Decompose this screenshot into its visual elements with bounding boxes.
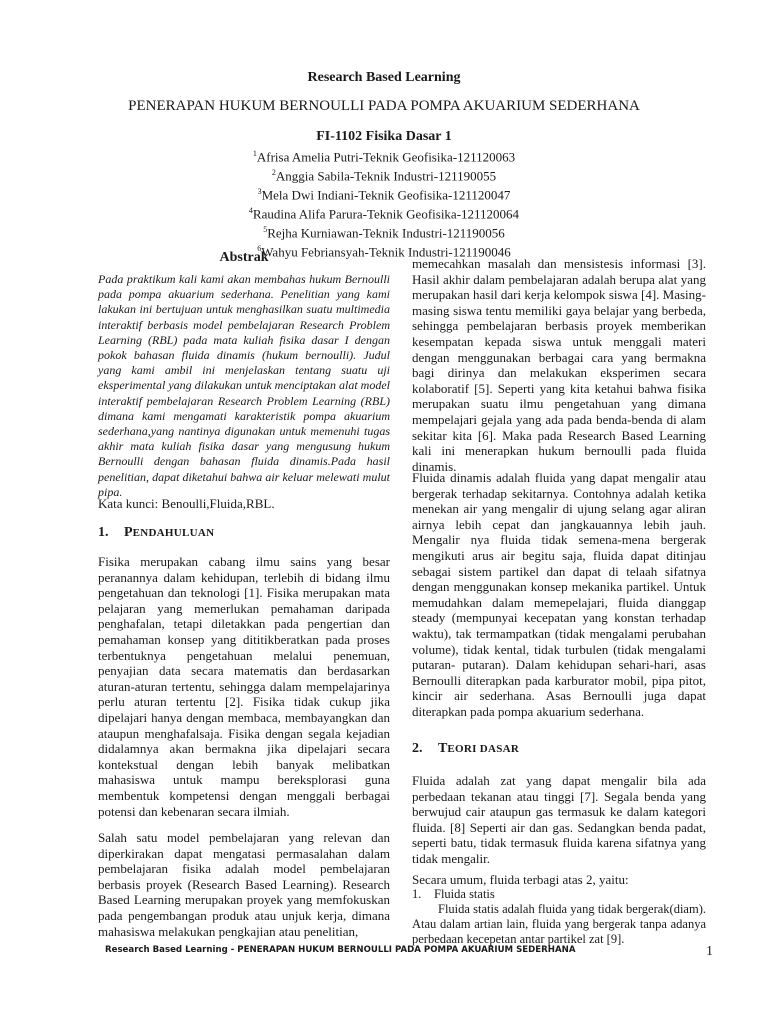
section-heading-teori-dasar: 2. TEORI DASAR xyxy=(412,741,520,756)
paragraph: Salah satu model pembelajaran yang relevan dan diperkirakan dapat mengatasi permasalahan dalam pembelajaran fisika adalah model pembelajaran berbasis proyek (Research Based Learning). Research Based Learning merupakan proyek yang memfokuskan pada pengembangan produk atau unjuk kerja, dimana mahasiswa melakukan pengkajian atau penelitian, xyxy=(98,830,390,939)
paragraph: Fisika merupakan cabang ilmu sains yang besar peranannya dalam kehidupan, terlebih di bidang ilmu pengetahuan dan teknologi [1]. Fisika merupakan mata pelajaran yang memerlukan pemahaman daripada penghafalan, tetapi diletakkan pada pengertian dan pemahaman konsep yang dititikberatkan pada proses terbentuknya pengetahuan melalui penemuan, penyajian data secara matematis dan berdasarkan aturan-aturan tertentu, sehingga dalam mempelajarinya perlu aturan tertentu [2]. Fisika tidak cukup jika dipelajari hanya dengan membaca, membayangkan dan ataupun menghafalsaja. Fisika dengan segala kejadian didalamnya akan bermakna jika dipelajari secara kontekstual dengan lebih banyak melibatkan mahasiswa untuk mampu bereksplorasi guna membentuk kompetensi dengan menggali berbagai potensi dan kebenaran secara ilmiah. xyxy=(98,554,390,819)
numbered-list xyxy=(412,887,706,947)
author-item: $^5$Rejha Kurniawan-Teknik Industri-121190056 xyxy=(263,224,505,241)
author-item: $^2$Anggia Sabila-Teknik Industri-121190055 xyxy=(271,167,497,184)
page-footer: Research Based Learning - PENERAPAN HUKUM BERNOULLI PADA POMPA AKUARIUM SEDERHANA xyxy=(105,945,576,955)
author-item: $^4$Raudina Alifa Parura-Teknik Geofisika-121120064 xyxy=(248,205,520,222)
author-item: $^1$Afrisa Amelia Putri-Teknik Geofisika-121120063 xyxy=(252,149,516,165)
list-item: 1. Fluida statis xyxy=(412,887,495,901)
paragraph: Fluida dinamis adalah fluida yang dapat mengalir atau bergerak terhadap sekitarnya. Contohnya adalah ketika menekan air yang mengalir di ujung selang agar aliran airnya lebih cepat dan jangkauannya lebih jauh. Mengalir nya fluida tidak semena-mena bergerak mengikuti arus air begitu saja, fluida dapat ditinjau sebagai sistem partikel dan dapat di telaah sifatnya dengan menggunakan konsep mekanika partikel. Untuk memudahkan dalam memepelajari, fluida dianggap steady (mempunyai kecepatan yang konstan terhadap waktu), tak termampatkan (tidak mengalami perubahan volume), tidak kental, tidak turbulen (tidak mengalami putaran- putaran). Dalam kehidupan sehari-hari, asas Bernoulli diterapkan pada karburator mobil, pipa pitot, kincir air sederhana. Asas Bernoulli juga dapat diterapkan pada pompa akuarium sederhana. xyxy=(412,470,706,719)
paragraph: Secara umum, fluida terbagi atas 2, yaitu: xyxy=(412,872,629,887)
series-title: Research Based Learning xyxy=(307,70,461,85)
course-code: FI-1102 Fisika Dasar 1 xyxy=(316,129,452,144)
paragraph: Fluida adalah zat yang dapat mengalir bila ada perbedaan tekanan atau tinggi [7]. Segala benda yang berwujud cair ataupun gas termasuk ke dalam kategori fluida. [8] Seperti air dan gas. Sedangkan benda padat, seperti batu, tidak termasuk fluida karena sifatnya yang tidak mengalir. xyxy=(412,773,706,866)
page-number: 1 xyxy=(706,944,713,959)
section-heading-pendahuluan: 1. PENDAHULUAN xyxy=(98,525,215,540)
abstract-text: Pada praktikum kali kami akan membahas hukum Bernoulli pada pompa akuarium sederhana. Penelitian yang kami lakukan ini bertujuan untuk menghasilkan suatu multimedia interaktif berbasis model pembelajaran Research Problem Learning (RBL) pada mata kuliah fisika dasar I dengan pokok bahasan fluida dinamis (hukum bernoulli). Judul yang kami ambil ini menjelaskan tentang suatu uji eksperimental yang dilakukan untuk menciptakan alat model interaktif pembelajaran Research Problem Learning (RBL) dimana kami mengamati karakteristik pompa akuarium sederhana,yang nantinya digunakan untuk memenuhi tugas akhir mata kuliah fisika dasar yang mengusung hukum Bernoulli dengan bahasan fluida dinamis.Pada hasil penelitian, dapat diketahui bahwa air keluar melewati mulut pipa. xyxy=(98,272,390,499)
author-item: $^6$Wahyu Febriansyah-Teknik Industri-121190046 xyxy=(257,243,511,259)
paragraph: memecahkan masalah dan mensistesis informasi [3]. Hasil akhir dalam pembelajaran adalah berupa alat yang merupakan hasil dari kerja kelompok siswa [4]. Masing-masing siswa tentu memiliki gaya belajar yang berbeda, sehingga pembelajaran berbasis proyek memberikan kesempatan kepada siswa untuk menggali materi dengan menggunakan berbagai cara yang bermakna bagi dirinya dan melakukan eksperimen secara kolaboratif [5]. Seperti yang kita ketahui bahwa fisika merupakan suatu ilmu pengetahuan yang dimana mempelajari gejala yang ada pada benda-benda di alam sekitar kita [6]. Maka pada Research Based Learning kali ini menerapkan hukum bernoulli pada fluida dinamis. xyxy=(412,256,706,474)
paper-title: PENERAPAN HUKUM BERNOULLI PADA POMPA AKUARIUM SEDERHANA xyxy=(128,98,640,114)
abstract-heading: Abstrak xyxy=(219,250,269,265)
author-list xyxy=(0,146,768,260)
author-item: $^3$Mela Dwi Indiani-Teknik Geofisika-121120047 xyxy=(257,186,511,203)
list-item-description: Fluida statis adalah fluida yang tidak bergerak(diam). Atau dalam artian lain, fluida yang bergerak tanpa adanya perbedaan kecepetan antar partikel zat [9]. xyxy=(412,902,706,946)
keywords: Kata kunci: Benoulli,Fluida,RBL. xyxy=(98,496,275,511)
